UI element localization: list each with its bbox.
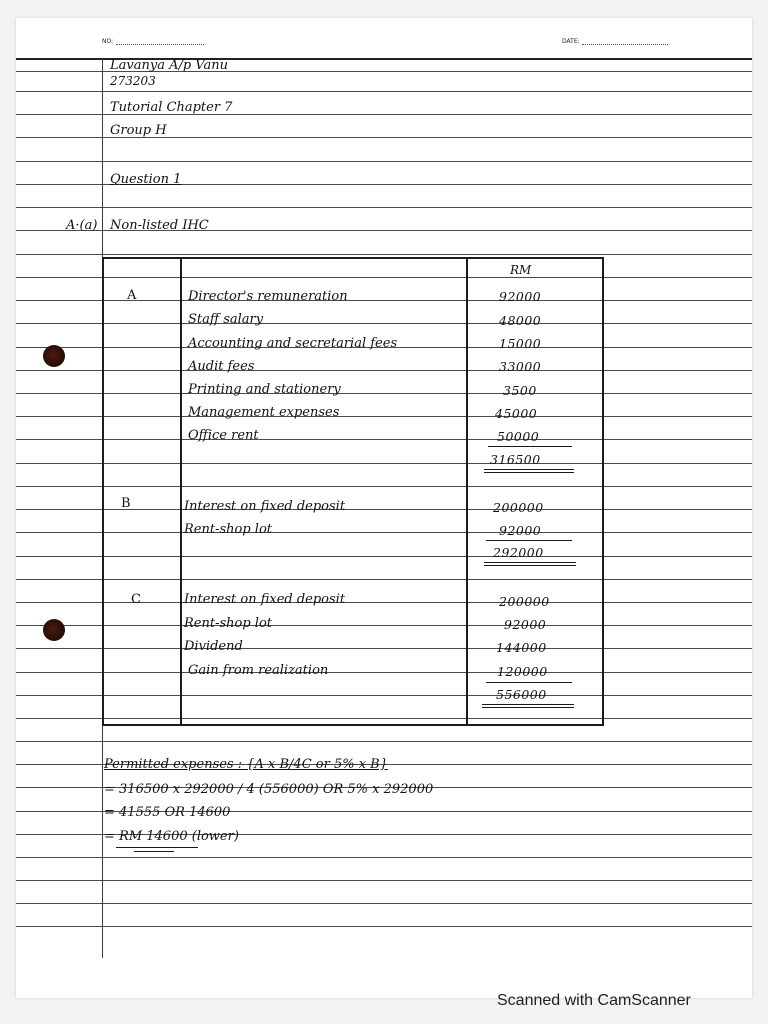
ruled-line bbox=[16, 579, 752, 580]
amount-accounting-fees: 15000 bbox=[499, 336, 542, 351]
subtotal-line-a bbox=[488, 446, 572, 447]
ruled-line bbox=[16, 463, 752, 464]
amount-office-rent: 50000 bbox=[497, 429, 540, 444]
punch-hole-bottom bbox=[43, 619, 65, 641]
amount-gain-realization-c: 120000 bbox=[497, 664, 548, 679]
ruled-line bbox=[16, 323, 752, 324]
item-interest-fd-c: Interest on fixed deposit bbox=[184, 592, 346, 607]
working-line-1: Permitted expenses : {A x B/4C or 5% x B} bbox=[104, 757, 389, 772]
total-a: 316500 bbox=[490, 452, 541, 467]
item-office-rent: Office rent bbox=[188, 428, 259, 443]
date-label: DATE: bbox=[562, 38, 580, 45]
amount-rent-shop-lot-b: 92000 bbox=[499, 523, 542, 538]
ruled-line bbox=[16, 370, 752, 371]
item-staff-salary: Staff salary bbox=[188, 312, 264, 327]
ruled-line bbox=[16, 602, 752, 603]
item-printing-stationery: Printing and stationery bbox=[188, 382, 341, 397]
item-gain-realization-c: Gain from realization bbox=[188, 663, 329, 678]
no-field bbox=[116, 43, 204, 45]
total-b: 292000 bbox=[493, 545, 544, 560]
no-label: NO: bbox=[102, 38, 114, 45]
section-label-c: C bbox=[131, 592, 141, 607]
section-label-b: B bbox=[121, 496, 131, 511]
ruled-line bbox=[16, 648, 752, 649]
notebook-page bbox=[16, 18, 752, 998]
item-interest-fd-b: Interest on fixed deposit bbox=[184, 499, 346, 514]
ruled-line bbox=[16, 439, 752, 440]
ruled-line bbox=[16, 880, 752, 881]
amount-audit-fees: 33000 bbox=[499, 359, 542, 374]
subtotal-line-c bbox=[486, 682, 572, 683]
answer-underline-1 bbox=[116, 847, 198, 848]
ruled-line bbox=[16, 718, 752, 719]
assignment-title: Tutorial Chapter 7 bbox=[110, 100, 233, 115]
item-management-expenses: Management expenses bbox=[188, 405, 340, 420]
date-field bbox=[582, 43, 668, 45]
punch-hole-top bbox=[43, 345, 65, 367]
section-label-a: A bbox=[127, 288, 137, 303]
amount-dividend-c: 144000 bbox=[496, 640, 547, 655]
double-underline-b-1 bbox=[484, 562, 576, 563]
item-audit-fees: Audit fees bbox=[188, 359, 255, 374]
amount-printing-stationery: 3500 bbox=[503, 383, 537, 398]
group-label: Group H bbox=[110, 123, 167, 138]
double-underline-b-2 bbox=[484, 565, 576, 566]
part-label: A·(a) bbox=[66, 218, 98, 233]
amount-management-expenses: 45000 bbox=[495, 406, 538, 421]
item-rent-shop-lot-c: Rent-shop lot bbox=[184, 616, 273, 631]
ruled-line bbox=[16, 91, 752, 92]
item-accounting-fees: Accounting and secretarial fees bbox=[188, 336, 398, 351]
ruled-line bbox=[16, 254, 752, 255]
ruled-line bbox=[16, 416, 752, 417]
answer-underline-2 bbox=[134, 851, 174, 852]
item-rent-shop-lot-b: Rent-shop lot bbox=[184, 522, 273, 537]
amount-directors-remuneration: 92000 bbox=[499, 289, 542, 304]
amount-staff-salary: 48000 bbox=[499, 313, 542, 328]
double-underline-a-1 bbox=[484, 469, 574, 470]
working-line-2: = 316500 x 292000 / 4 (556000) OR 5% x 292000 bbox=[104, 782, 434, 797]
ruled-line bbox=[16, 741, 752, 742]
ruled-line bbox=[16, 672, 752, 673]
working-line-3: = 41555 OR 14600 bbox=[104, 805, 231, 820]
double-underline-c-2 bbox=[482, 707, 574, 708]
student-name: Lavanya A/p Vanu bbox=[110, 58, 228, 73]
item-dividend-c: Dividend bbox=[184, 639, 243, 654]
student-id: 273203 bbox=[110, 74, 156, 88]
item-directors-remuneration: Director's remuneration bbox=[188, 289, 348, 304]
amount-rent-shop-lot-c: 92000 bbox=[504, 617, 547, 632]
ruled-line bbox=[16, 532, 752, 533]
ruled-line bbox=[16, 556, 752, 557]
ruled-line bbox=[16, 277, 752, 278]
ruled-line bbox=[16, 857, 752, 858]
ruled-line bbox=[16, 161, 752, 162]
working-line-4: = RM 14600 (lower) bbox=[104, 829, 239, 844]
ruled-line bbox=[16, 207, 752, 208]
camscanner-watermark: Scanned with CamScanner bbox=[497, 992, 691, 1009]
ruled-line bbox=[16, 926, 752, 927]
ruled-line bbox=[16, 486, 752, 487]
total-c: 556000 bbox=[496, 687, 547, 702]
currency-header: RM bbox=[510, 263, 532, 277]
double-underline-a-2 bbox=[484, 472, 574, 473]
subtotal-line-b bbox=[486, 540, 572, 541]
question-title: Question 1 bbox=[110, 172, 182, 187]
ruled-line bbox=[16, 625, 752, 626]
amount-interest-fd-c: 200000 bbox=[499, 594, 550, 609]
double-underline-c-1 bbox=[482, 704, 574, 705]
ruled-line bbox=[16, 393, 752, 394]
part-title: Non-listed IHC bbox=[110, 218, 209, 233]
ruled-line bbox=[16, 695, 752, 696]
ruled-line bbox=[16, 903, 752, 904]
amount-interest-fd-b: 200000 bbox=[493, 500, 544, 515]
